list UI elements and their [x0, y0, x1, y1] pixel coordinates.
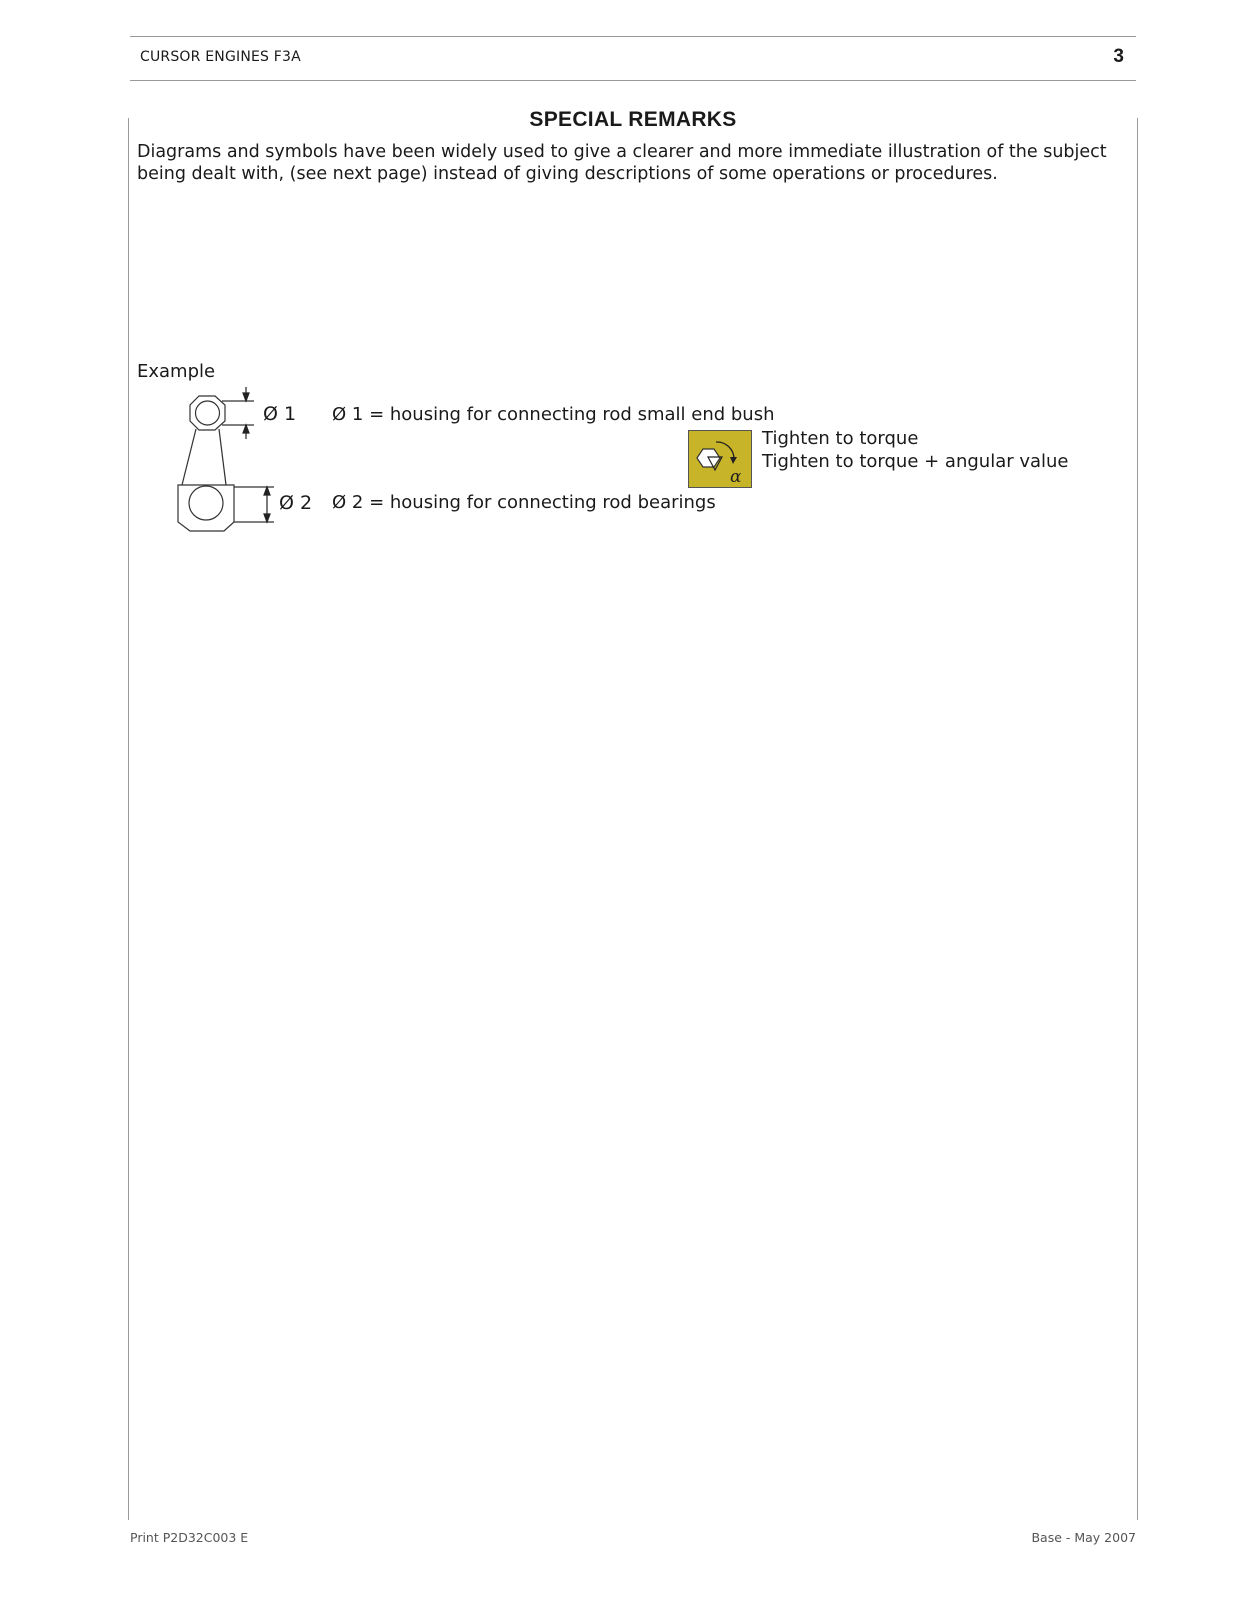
- dim1-description: Ø 1 = housing for connecting rod small end bush: [332, 404, 775, 425]
- header-title: CURSOR ENGINES F3A: [140, 49, 301, 65]
- example-label: Example: [137, 361, 216, 382]
- header-bottom-rule: [130, 80, 1136, 81]
- intro-paragraph: Diagrams and symbols have been widely used to give a clearer and more immediate illustration of the subject being dealt with, (see next page) instead of giving descriptions of some operations or procedures.: [137, 142, 1107, 184]
- dim2-description: Ø 2 = housing for connecting rod bearings: [332, 492, 716, 513]
- torque-angle-glyph: α: [730, 467, 742, 487]
- page-number: 3: [1113, 46, 1124, 67]
- left-border: [128, 118, 129, 1520]
- right-border: [1137, 118, 1138, 1520]
- section-title: SPECIAL REMARKS: [529, 108, 737, 131]
- header-top-rule: [130, 36, 1136, 37]
- torque-angle-icon: [688, 430, 752, 488]
- torque-line-2: Tighten to torque + angular value: [762, 451, 1069, 472]
- dim2-label: Ø 2: [279, 492, 313, 514]
- footer-print-code: Print P2D32C003 E: [130, 1530, 249, 1545]
- dim1-label: Ø 1: [263, 403, 297, 425]
- footer-edition: Base - May 2007: [1031, 1530, 1136, 1545]
- torque-line-1: Tighten to torque: [762, 428, 919, 449]
- connecting-rod-diagram: [170, 385, 330, 537]
